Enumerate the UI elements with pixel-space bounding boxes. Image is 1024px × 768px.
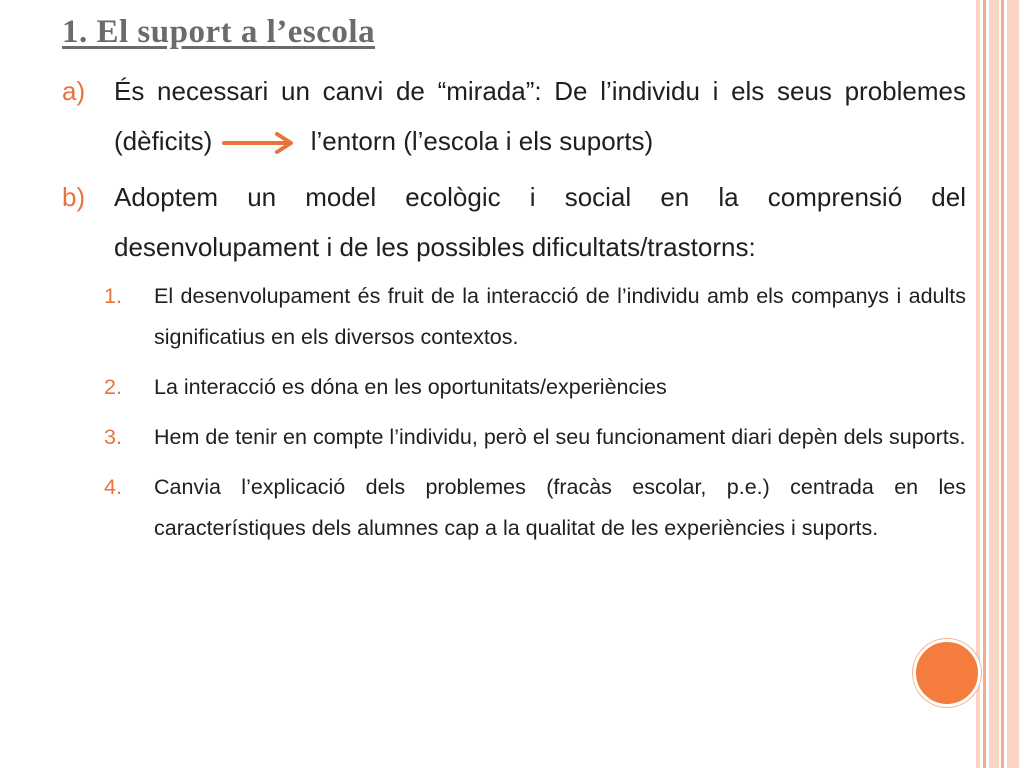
sublist-item-4: [104, 467, 966, 549]
sublist-marker: 1.: [104, 284, 122, 308]
list-marker: a): [62, 76, 86, 106]
sublist-marker: 3.: [104, 425, 122, 449]
slide-body: [62, 66, 966, 558]
sublist-item-3: [104, 417, 966, 458]
right-arrow-icon: [219, 133, 303, 153]
sublist-marker: 2.: [104, 375, 122, 399]
list-item-b: [62, 172, 966, 272]
text-after-arrow: l’entorn (l’escola i els suports): [310, 126, 654, 156]
sublist-item-text: Hem de tenir en compte l’individu, però el seu funcionament diari depèn dels suports.: [154, 425, 966, 449]
text-before-arrow: És necessari un canvi de “mirada”: De l’individu i els seus problemes (dèficits): [114, 76, 966, 156]
list-marker: b): [62, 182, 86, 212]
sublist-item-text: Canvia l’explicació dels problemes (fracàs escolar, p.e.) centrada en les característiques dels alumnes cap a la qualitat de les experiències i suports.: [154, 475, 966, 540]
list-item-a: [62, 66, 966, 166]
decorative-border-stripes: [976, 0, 1024, 768]
sublist-item-text: La interacció es dóna en les oportunitats/experiències: [154, 375, 667, 399]
sublist-item-1: [104, 276, 966, 358]
list-item-text: Adoptem un model ecològic i social en la comprensió del desenvolupament i de les possibles dificultats/trastorns:: [114, 182, 966, 262]
sublist-item-2: [104, 367, 966, 408]
sublist-marker: 4.: [104, 475, 122, 499]
sublist-item-text: El desenvolupament és fruit de la interacció de l’individu amb els companys i adults significatius en els diversos contextos.: [154, 284, 966, 349]
list-item-text: [114, 66, 966, 166]
orange-circle-decoration: [913, 639, 981, 707]
slide-title: 1. El suport a l’escola: [62, 14, 376, 50]
sublist: [104, 276, 966, 549]
